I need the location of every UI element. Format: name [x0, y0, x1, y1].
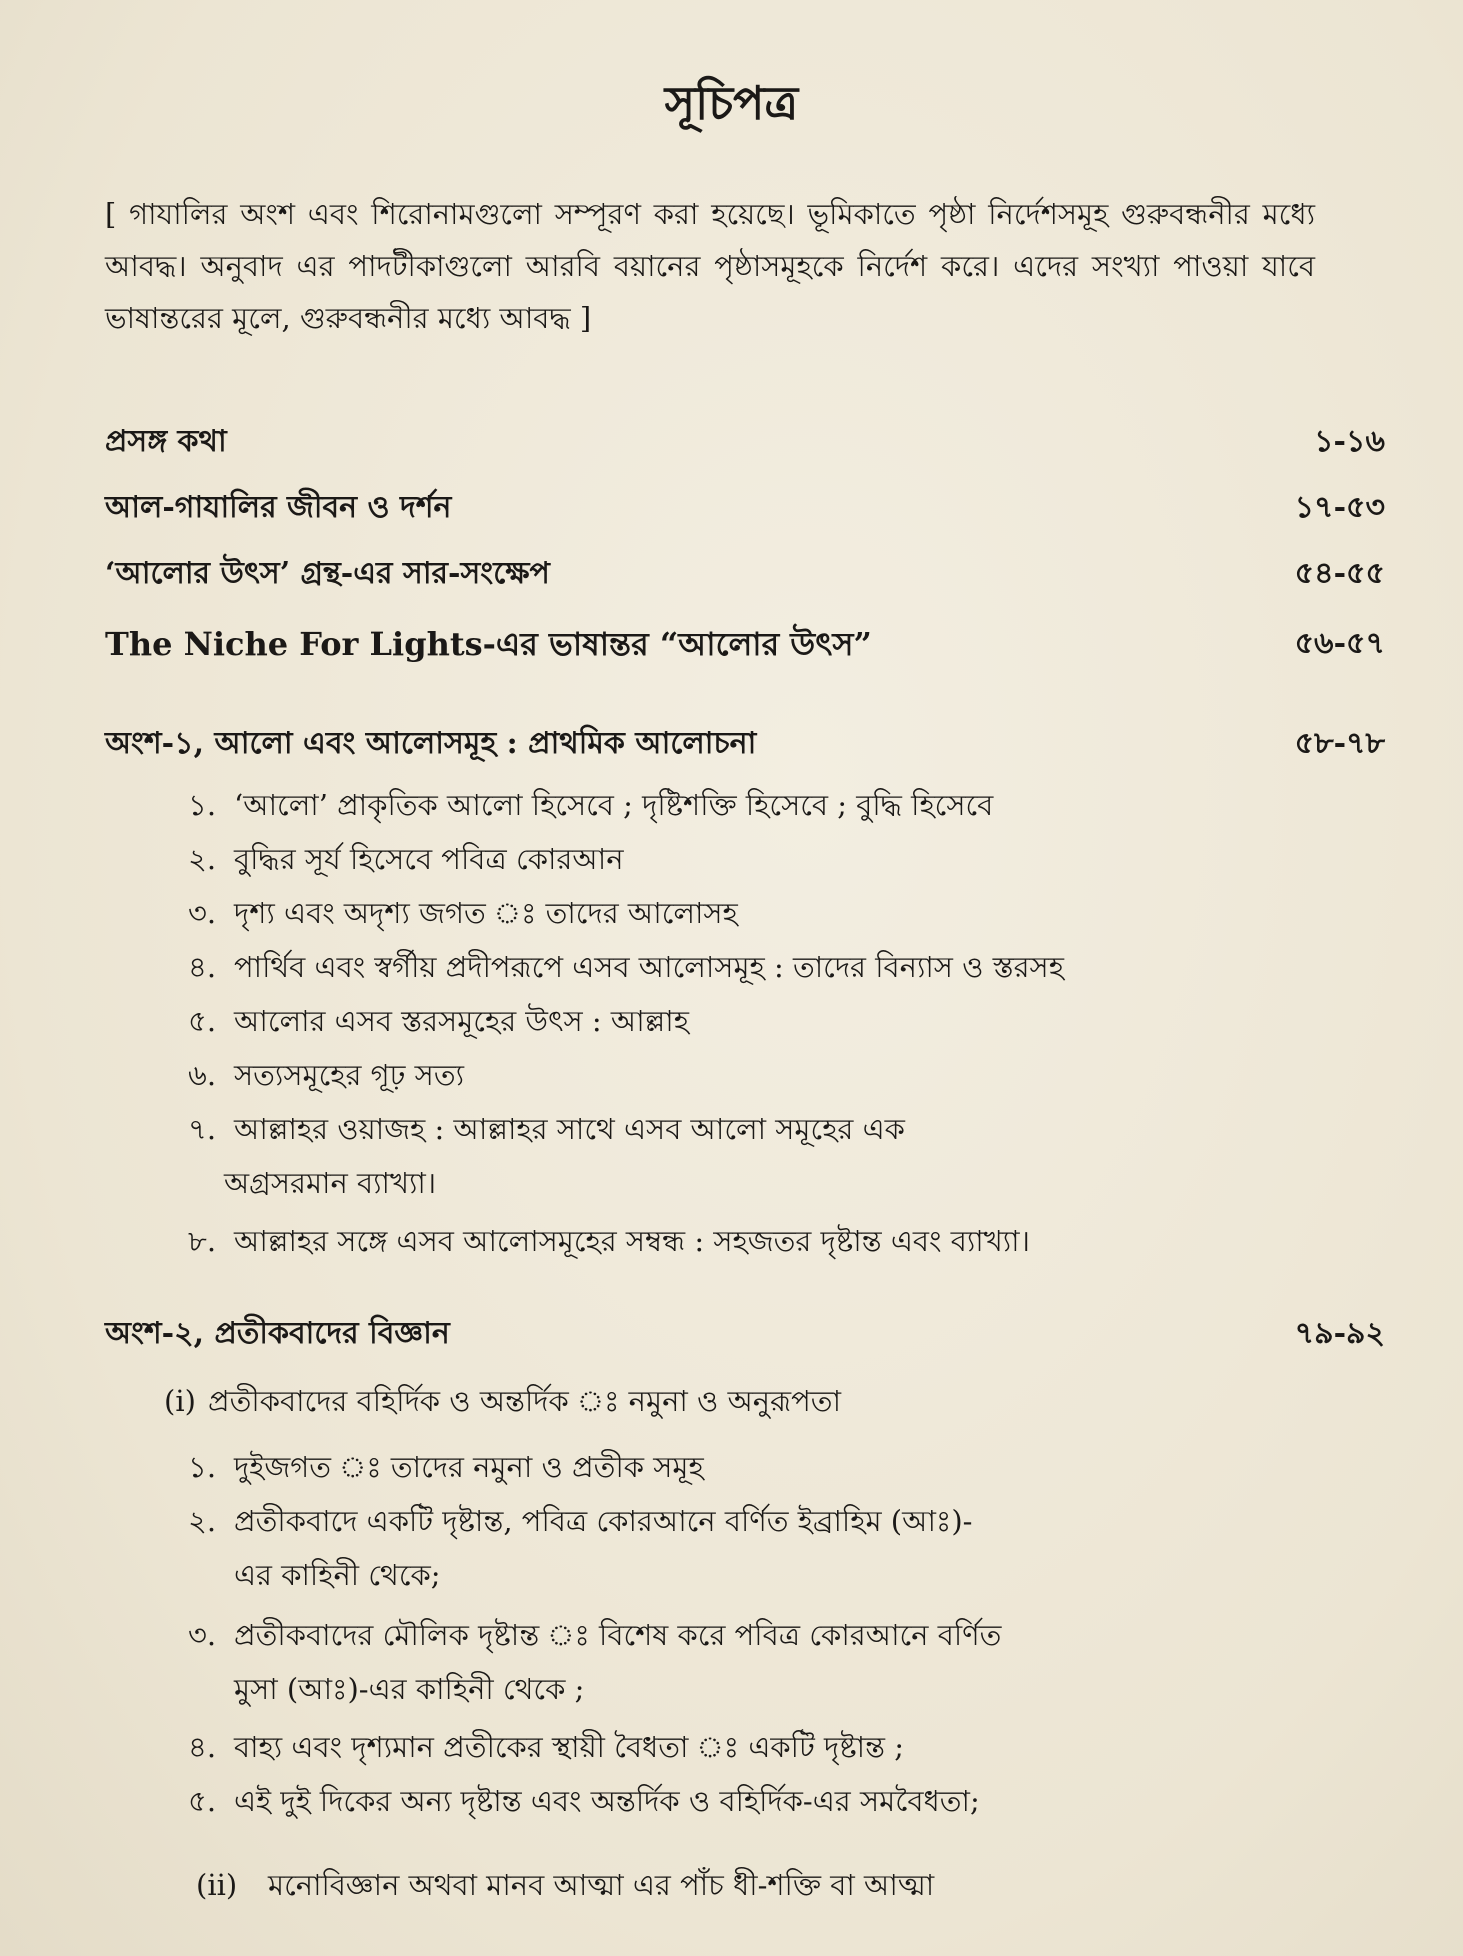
list-item[interactable]: [188, 1440, 704, 1494]
item-text: ‘আলো’ প্রাকৃতিক আলো হিসেবে ; দৃষ্টিশক্তি হিসেবে ; বুদ্ধি হিসেবে: [234, 788, 994, 822]
item-number: ৭.: [188, 1112, 217, 1146]
list-item[interactable]: [188, 832, 624, 886]
item-number: ৬.: [188, 1058, 217, 1092]
entry-label: প্রসঙ্গ কথা: [105, 424, 227, 459]
section-number: (i): [164, 1384, 196, 1418]
toc-entry-part2[interactable]: [105, 1306, 1385, 1362]
entry-label: The Niche For Lights-এর ভাষান্তর “আলোর উৎস”: [105, 625, 872, 663]
list-item-continuation: মুসা (আঃ)-এর কাহিনী থেকে ;: [234, 1672, 585, 1706]
entry-pages: ৫৮-৭৮: [1294, 726, 1385, 761]
list-item[interactable]: [188, 886, 738, 940]
section-text: মনোবিজ্ঞান অথবা মানব আত্মা এর পাঁচ ধী-শক্তি বা আত্মা: [268, 1868, 935, 1902]
entry-label: অংশ-২, প্রতীকবাদের বিজ্ঞান: [105, 1316, 450, 1351]
list-item[interactable]: [188, 994, 689, 1048]
list-item[interactable]: [188, 1494, 972, 1548]
list-item[interactable]: [188, 1102, 905, 1156]
section-heading[interactable]: [164, 1374, 841, 1428]
list-item[interactable]: [188, 940, 1064, 994]
entry-label: আল-গাযালির জীবন ও দর্শন: [105, 490, 452, 525]
item-text: প্রতীকবাদে একটি দৃষ্টান্ত, পবিত্র কোরআনে বর্ণিত ইব্রাহিম (আঃ)-: [234, 1504, 973, 1538]
list-item[interactable]: [188, 1720, 904, 1774]
item-text: পার্থিব এবং স্বর্গীয় প্রদীপরূপে এসব আলোসমূহ : তাদের বিন্যাস ও স্তরসহ: [234, 950, 1064, 984]
list-item[interactable]: [188, 778, 993, 832]
item-number: ৮.: [188, 1224, 217, 1258]
toc-entry-summary[interactable]: [105, 546, 1385, 602]
entry-pages: ৭৯-৯২: [1294, 1316, 1385, 1351]
entry-label: ‘আলোর উৎস’ গ্রন্থ-এর সার-সংক্ষেপ: [105, 556, 550, 591]
page-title: সূচিপত্র: [664, 76, 799, 130]
item-text: দুইজগত ঃ তাদের নমুনা ও প্রতীক সমূহ: [234, 1450, 704, 1484]
item-text: সত্যসমূহের গূঢ় সত্য: [234, 1058, 464, 1092]
item-text: প্রতীকবাদের মৌলিক দৃষ্টান্ত ঃ বিশেষ করে পবিত্র কোরআনে বর্ণিত: [234, 1618, 1002, 1652]
list-item[interactable]: [188, 1774, 980, 1828]
item-text: এই দুই দিকের অন্য দৃষ্টান্ত এবং অন্তর্দিক ও বহির্দিক-এর সমবৈধতা;: [234, 1784, 980, 1818]
item-number: ৪.: [188, 950, 217, 984]
toc-entry-prologue[interactable]: [105, 414, 1385, 470]
section-text: প্রতীকবাদের বহির্দিক ও অন্তর্দিক ঃ নমুনা ও অনুরূপতা: [208, 1384, 841, 1418]
item-number: ৪.: [188, 1730, 217, 1764]
section-number: (ii): [196, 1868, 238, 1902]
toc-entry-life[interactable]: [105, 480, 1385, 536]
item-number: ২.: [188, 842, 217, 876]
item-text: দৃশ্য এবং অদৃশ্য জগত ঃ তাদের আলোসহ: [234, 896, 738, 930]
intro-note: [ গাযালির অংশ এবং শিরোনামগুলো সম্পূরণ করা হয়েছে। ভূমিকাতে পৃষ্ঠা নির্দেশসমূহ গুরুবন্ধনীর মধ্যে আবদ্ধ। অনুবাদ এর পাদটীকাগুলো আরবি বয়ানের পৃষ্ঠাসমূহকে নির্দেশ করে। এদের সংখ্যা পাওয়া যাবে ভাষান্তরের মূলে, গুরুবন্ধনীর মধ্যে আবদ্ধ ]: [105, 197, 1315, 335]
list-item[interactable]: [188, 1608, 1001, 1662]
list-item[interactable]: [188, 1214, 1030, 1268]
entry-pages: ১-১৬: [1314, 424, 1385, 459]
item-number: ১.: [188, 1450, 217, 1484]
toc-entry-translation[interactable]: [105, 616, 1385, 672]
list-item-continuation: এর কাহিনী থেকে;: [234, 1558, 441, 1592]
entry-pages: ৫৬-৫৭: [1294, 626, 1385, 661]
item-text: আল্লাহর সঙ্গে এসব আলোসমূহের সম্বন্ধ : সহজতর দৃষ্টান্ত এবং ব্যাখ্যা।: [234, 1224, 1030, 1258]
entry-label: অংশ-১, আলো এবং আলোসমূহ : প্রাথমিক আলোচনা: [105, 726, 757, 761]
list-item-continuation: অগ্রসরমান ব্যাখ্যা।: [224, 1166, 437, 1200]
item-text: বাহ্য এবং দৃশ্যমান প্রতীকের স্থায়ী বৈধতা ঃ একটি দৃষ্টান্ত ;: [234, 1730, 905, 1764]
section-heading[interactable]: [196, 1858, 934, 1912]
toc-entry-part1[interactable]: [105, 716, 1385, 772]
item-text: আল্লাহর ওয়াজহ : আল্লাহর সাথে এসব আলো সমূহের এক: [234, 1112, 905, 1146]
item-number: ৩.: [188, 896, 217, 930]
item-text: আলোর এসব স্তরসমূহের উৎস : আল্লাহ: [234, 1004, 689, 1038]
item-number: ২.: [188, 1504, 217, 1538]
item-number: ৩.: [188, 1618, 217, 1652]
item-number: ১.: [188, 788, 217, 822]
item-number: ৫.: [188, 1004, 217, 1038]
item-number: ৫.: [188, 1784, 217, 1818]
entry-pages: ১৭-৫৩: [1294, 490, 1385, 525]
entry-pages: ৫৪-৫৫: [1294, 556, 1385, 591]
list-item[interactable]: [188, 1048, 464, 1102]
item-text: বুদ্ধির সূর্য হিসেবে পবিত্র কোরআন: [234, 842, 624, 876]
